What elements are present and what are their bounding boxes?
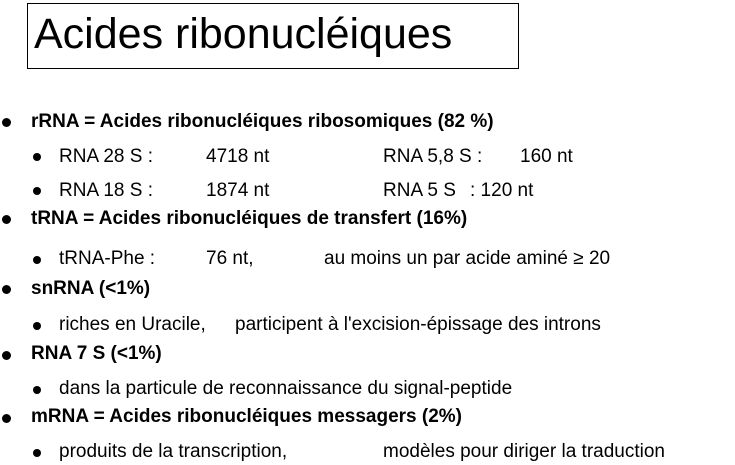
bullet-icon [2,414,11,423]
section-heading-mrna: mRNA = Acides ribonucléiques messagers (2%) [31,406,462,427]
bullet-icon [33,153,41,161]
section-heading-rrna: rRNA = Acides ribonucléiques ribosomiques (82 %) [31,111,494,132]
bullet-icon [33,322,41,330]
page-title: Acides ribonucléiques [34,10,453,58]
rrna-18s-label: RNA 18 S : [59,180,153,201]
rna7s-item: dans la particule de reconnaissance du signal-peptide [59,378,513,399]
bullet-icon [33,449,41,457]
rrna-5s-label: RNA 5 S [383,180,456,201]
bullet-icon [33,256,41,264]
bullet-icon [2,285,11,294]
snrna-item-2: participent à l'excision-épissage des introns [235,314,601,335]
rrna-58s-label: RNA 5,8 S : [383,146,483,167]
bullet-icon [33,187,41,195]
mrna-item-1: produits de la transcription, [59,441,288,462]
bullet-icon [33,386,41,394]
trna-phe-label: tRNA-Phe : [59,248,156,269]
bullet-icon [2,351,11,360]
section-heading-rna7s: RNA 7 S (<1%) [31,343,162,364]
trna-phe-size: 76 nt, [206,248,254,269]
section-heading-snrna: snRNA (<1%) [31,278,151,299]
rrna-28s-size: 4718 nt [206,146,270,167]
title-box [27,3,519,69]
trna-note: au moins un par acide aminé ≥ 20 [324,248,611,269]
bullet-icon [2,118,11,127]
section-heading-trna: tRNA = Acides ribonucléiques de transfert (16%) [31,208,468,229]
snrna-item-1: riches en Uracile, [59,314,206,335]
mrna-item-2: modèles pour diriger la traduction [383,441,665,462]
rrna-58s-size: 160 nt [520,146,573,167]
rrna-5s-size: : 120 nt [470,180,534,201]
rrna-18s-size: 1874 nt [206,180,270,201]
bullet-icon [2,215,11,224]
rrna-28s-label: RNA 28 S : [59,146,153,167]
